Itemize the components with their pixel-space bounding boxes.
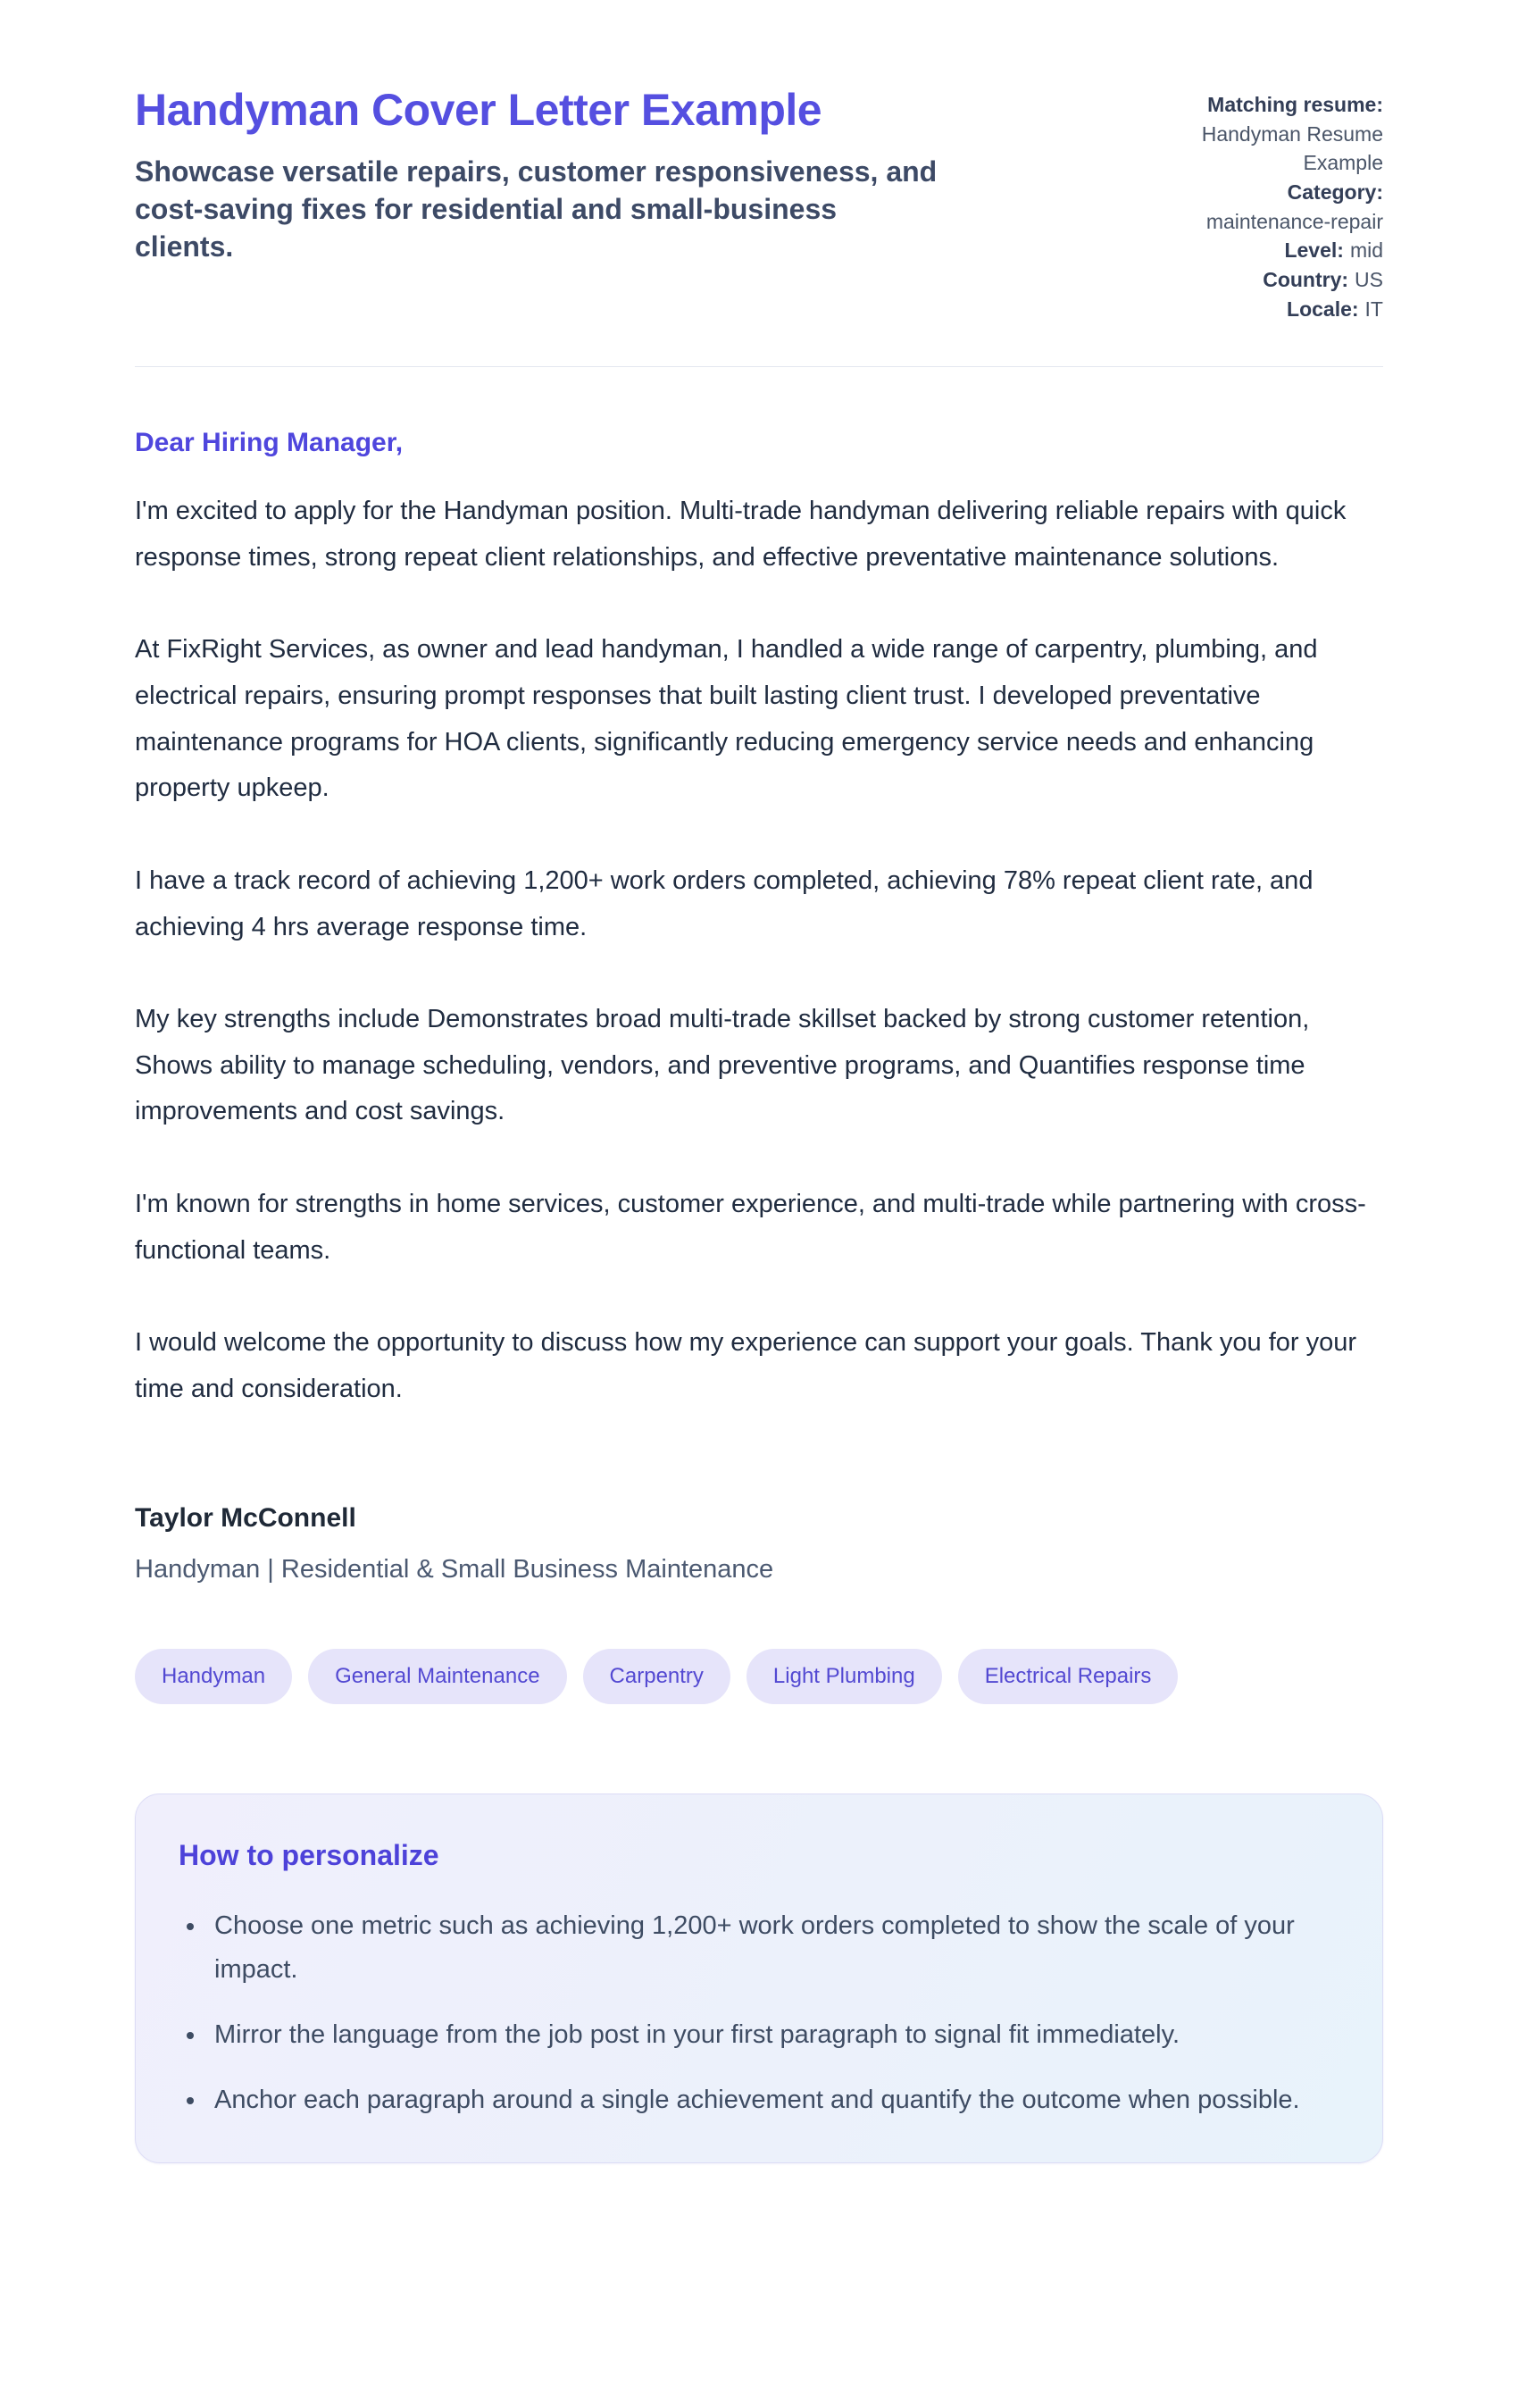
signature-name: Taylor McConnell (135, 1503, 356, 1534)
signature-role: Handyman | Residential & Small Business Maintenance (135, 1555, 774, 1584)
letter-paragraph: I'm known for strengths in home services, customer experience, and multi-trade while partnering with cross-functional teams. (135, 1189, 1366, 1265)
tag-electrical-repairs[interactable]: Electrical Repairs (958, 1649, 1179, 1704)
cover-letter-page (135, 0, 1383, 2163)
meta-locale-value: IT (1364, 297, 1383, 321)
meta-country-label: Country: (1263, 267, 1349, 291)
cover-letter-body (135, 428, 1383, 1584)
tag-carpentry[interactable]: Carpentry (583, 1649, 730, 1704)
meta-locale-line (1160, 295, 1383, 324)
meta-matching-resume-label: Matching resume: (1207, 93, 1383, 116)
letter-paragraph: I have a track record of achieving 1,200+ work orders completed, achieving 78% repeat client rate, and achieving 4 hrs average response time. (135, 865, 1314, 941)
meta-category-value: maintenance-repair (1205, 209, 1383, 233)
meta-level-label: Level: (1284, 238, 1344, 263)
meta-country-value: US (1355, 267, 1383, 291)
resume-meta-panel (1160, 85, 1383, 323)
header-title-block (135, 85, 938, 266)
page-header (135, 85, 1383, 323)
meta-country-line (1160, 265, 1383, 295)
tag-light-plumbing[interactable]: Light Plumbing (746, 1649, 942, 1704)
personalize-tip: • Mirror the language from the job post in your first paragraph to signal fit immediately. (207, 2013, 1339, 2057)
meta-level-line (1160, 236, 1383, 265)
page-subtitle: Showcase versatile repairs, customer responsiveness, and cost-saving fixes for residential and small-business clients. (135, 155, 938, 263)
letter-paragraph: I would welcome the opportunity to discuss how my experience can support your goals. Thank you for your time and consideration. (135, 1328, 1357, 1403)
meta-locale-label: Locale: (1287, 297, 1359, 321)
personalize-heading: How to personalize (179, 1839, 439, 1872)
how-to-personalize-card (135, 1793, 1383, 2163)
letter-paragraph: I'm excited to apply for the Handyman position. Multi-trade handyman delivering reliable repairs with quick response times, strong repeat client relationships, and effective preventative maintenance solutions. (135, 497, 1347, 572)
meta-matching-resume-value: Handyman Resume Example (1201, 121, 1383, 175)
skill-tags-row (135, 1649, 1383, 1704)
header-divider (135, 366, 1383, 367)
tag-handyman[interactable]: Handyman (135, 1649, 292, 1704)
letter-greeting: Dear Hiring Manager, (135, 428, 404, 458)
letter-paragraph: At FixRight Services, as owner and lead handyman, I handled a wide range of carpentry, plumbing, and electrical repairs, ensuring prompt responses that built lasting client trust. I developed preventative maintenance programs for HOA clients, significantly reducing emergency service needs and enhancing property upkeep. (135, 635, 1318, 803)
personalize-list (179, 1904, 1339, 2121)
tag-general-maintenance[interactable]: General Maintenance (308, 1649, 566, 1704)
meta-category-label: Category: (1287, 180, 1383, 204)
personalize-tip: • Anchor each paragraph around a single achievement and quantify the outcome when possible. (207, 2078, 1339, 2122)
letter-paragraph: My key strengths include Demonstrates broad multi-trade skillset backed by strong customer retention, Shows ability to manage scheduling, vendors, and preventive programs, and Quantifies response time improvements and cost savings. (135, 1005, 1310, 1126)
personalize-tip: • Choose one metric such as achieving 1,200+ work orders completed to show the scale of your impact. (207, 1904, 1339, 1991)
meta-level-value: mid (1349, 238, 1383, 263)
page-title: Handyman Cover Letter Example (135, 85, 822, 135)
